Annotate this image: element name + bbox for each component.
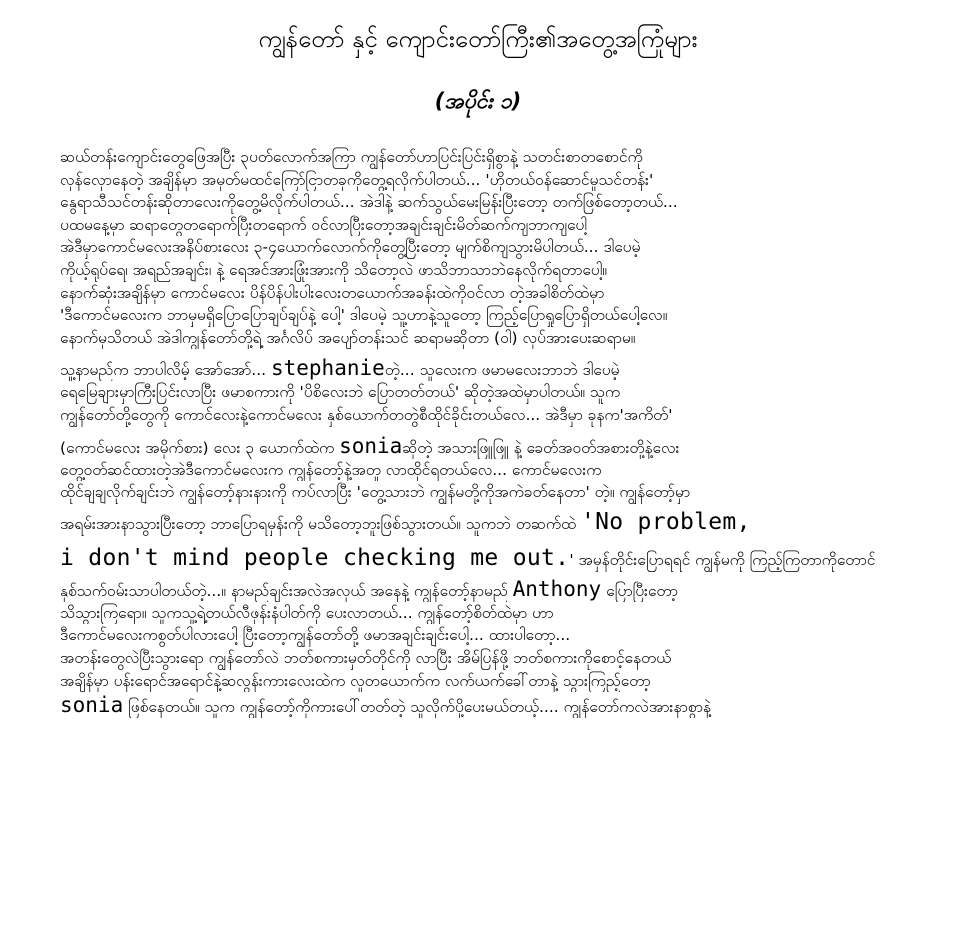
paragraph-line: ပထမနေ့မှာ ဆရာတွေတရောက်ပြီးတရောက် ဝင်လာပြီးတော့အချင်းချင်းမိတ်ဆက်ကျဘာကျပေါ့ bbox=[60, 215, 587, 234]
paragraph-line: နောက်မှသိတယ် အဲဒါကျွန်တော်တို့ရဲ့ အင်္ဂလိပ် အပျော်တန်းသင် ဆရာမဆိုတာ (ဝါ) လုပ်အားပေးဆရာမ။ bbox=[60, 328, 636, 347]
paragraph-line: 'ဒီကောင်မလေးက ဘာမှမရှိပြောပြောချပ်ချပ်နဲ့ ပေါ့' ဒါပေမဲ့ သူ့ဟာနဲ့သူတော့ ကြည့်ပြောရှုပြောရှိတယ်ပေါ့လေ။ bbox=[60, 306, 668, 325]
paragraph-line: နောက်ဆုံးအချိန်မှာ ကောင်မလေး ပိန်ပိန်ပါးပါးလေးတယောက်အခန်းထဲကိုဝင်လာ တဲ့အခါစိတ်ထဲမှာ bbox=[60, 283, 605, 302]
text-run: ' အမှန်တိုင်းပြောရရင် ကျွန်မကို ကြည့်ကြတာကိုတောင် bbox=[569, 550, 876, 569]
paragraph-line: လှန်လှောနေတဲ့ အချိန်မှာ အမှတ်မထင်ကြော်ငြာတခုကိုတွေ့ရလိုက်ပါတယ်... 'ဟိုတယ်ဝန်ဆောင်မှုသင်တန်း' bbox=[60, 170, 654, 189]
name-anthony: Anthony bbox=[512, 576, 602, 601]
text-run: ဆိုတဲ့ အသားဖြူဖြူ နဲ့ ခေတ်အဝတ်အစားတို့နဲ့လေး bbox=[402, 438, 680, 457]
name-sonia: sonia bbox=[339, 433, 403, 458]
name-sonia: sonia bbox=[60, 693, 124, 718]
paragraph-line bbox=[60, 540, 890, 576]
text-run: နှစ်သက်ဝမ်းသာပါတယ်တဲ့...။ နာမည်ချင်းအလဲအလှယ် အနေနဲ့ ကျွန်တော့်နာမည် bbox=[60, 581, 508, 600]
paragraph-line: ဒီကောင်မလေးကစွတ်ပါလားပေါ့ ပြီးတော့ကျွန်တော်တို့ ဖမာအချင်းချင်းပေါ့... ထားပါတော့... bbox=[60, 626, 571, 645]
english-quote: i don't mind people checking me out. bbox=[60, 544, 570, 571]
paragraph-line bbox=[60, 576, 890, 602]
paragraph-line: ဆယ်တန်းကျောင်းတွေဖြေအပြီး ၃ပတ်လောက်အကြာ ကျွန်တော်ဟာပြင်းပြင်းရှိစွာနဲ့ သတင်းစာတစောင်ကို bbox=[60, 148, 643, 166]
part-subtitle: (အပိုင်း ၁) bbox=[434, 89, 522, 113]
paragraph-line: နွေရာသီသင်တန်းဆိုတာလေးကိုတွေ့မိလိုက်ပါတယ်... အဲဒါနဲ့ ဆက်သွယ်မေးမြန်းပြီးတော့ တက်ဖြစ်တော့တယ်... bbox=[60, 193, 678, 212]
name-stephanie: stephanie bbox=[270, 356, 385, 381]
paragraph-line: ထိုင်ချချလိုက်ချင်းဘဲ ကျွန်တော့်နားနားကို ကပ်လာပြီး 'တွေ့သားဘဲ ကျွန်မတို့ကိုအကဲခတ်နေတာ' တဲ့။ ကျွန်တော့်မှာ bbox=[60, 483, 691, 502]
text-run: သူ့နာမည်က ဘာပါလိမ့် အော်အော်... bbox=[60, 361, 271, 380]
paragraph-line bbox=[60, 433, 890, 459]
paragraph-line: ကျွန်တော်တို့တွေကို ကောင်လေးနဲ့ကောင်မလေး နှစ်ယောက်တတွဲစီထိုင်ခိုင်းတယ်လေ... အဲဒီမှာ ခုနက'အကိတ်' bbox=[60, 405, 673, 424]
paragraph-line bbox=[60, 355, 890, 381]
text-run: ဖြစ်နေတယ်။ သူက ကျွန်တော့်ကိုကားပေါ်တတ်တဲ့ သူလိုက်ပို့ပေးမယ်တယ့်.... ကျွန်တော်ကလဲအားနာစွာနဲ့ bbox=[123, 698, 711, 717]
story-body bbox=[60, 146, 890, 718]
paragraph-line: သိသွားကြရော။ သူကသူ့ရဲ့တယ်လီဖုန်းနံပါတ်ကို ပေးလာတယ်... ကျွန်တော့်စိတ်ထဲမှာ ဟာ bbox=[60, 603, 554, 622]
text-run: တဲ့... သူလေးက ဖမာမလေးဘာဘဲ ဒါပေမဲ့ bbox=[384, 361, 620, 380]
paragraph-line: ရေမြေချားမှာကြီးပြင်းလာပြီး ဖမာစကားကို 'ပိစိလေးဘဲ ပြောတတ်တယ်' ဆိုတဲ့အထဲမှာပါတယ်။ သူက bbox=[60, 383, 621, 402]
english-quote: 'No problem, bbox=[580, 508, 751, 535]
paragraph-line bbox=[60, 692, 890, 718]
page-title: ကျွန်တော် နှင့် ကျောင်းတော်ကြီး၏အတွေ့အကြုံများ bbox=[258, 25, 698, 53]
text-run: (ကောင်မလေး အမိုက်စား) လေး ၃ ယောက်ထဲက bbox=[60, 438, 340, 457]
paragraph-line: အတန်းတွေလဲပြီးသွားရော ကျွန်တော်လဲ ဘတ်စကားမှတ်တိုင်ကို လာပြီး အိမ်ပြန်ဖို့ ဘတ်စကားကိုစောင့်နေတယ် bbox=[60, 648, 672, 667]
paragraph-line: ကိုယ့်ရုပ်ရေ၊ အရည်အချင်း၊ နဲ့ ရေအင်အားဖြုံးအားကို သိတော့လဲ ဖာသိဘာသာဘဲနေလိုက်ရတာပေါ့။ bbox=[60, 260, 607, 279]
text-run: ပြောပြီးတော့ bbox=[606, 581, 678, 600]
text-run: အရမ်းအားနာသွားပြီးတော့ ဘာပြောရမှန်းကို မသိတော့ဘူးဖြစ်သွားတယ်။ သူကဘဲ တဆက်ထဲ bbox=[60, 514, 581, 533]
paragraph-line: အချိန်မှာ ပန်းရောင်အရောင်နဲ့ဆလွန်းကားလေးထဲက လူတယောက်က လက်ယက်ခေါ်တာနဲ့ သွားကြည့်တော့ bbox=[60, 671, 651, 690]
paragraph-line bbox=[60, 504, 890, 540]
paragraph-line: အဲဒီမှာကောင်မလေးအနိပ်စားလေး ၃-၄ယောက်လောက်ကိုတွေ့ပြီးတော့ မျက်စိကျသွားမိပါတယ်... ဒါပေမဲ့ bbox=[60, 238, 641, 257]
paragraph-line: တွေ့ဝတ်ဆင်ထားတဲ့အဲဒီကောင်မလေးက ကျွန်တော့်နဲ့အတူ လာထိုင်ရတယ်လေ... ကောင်မလေးက bbox=[60, 460, 602, 479]
